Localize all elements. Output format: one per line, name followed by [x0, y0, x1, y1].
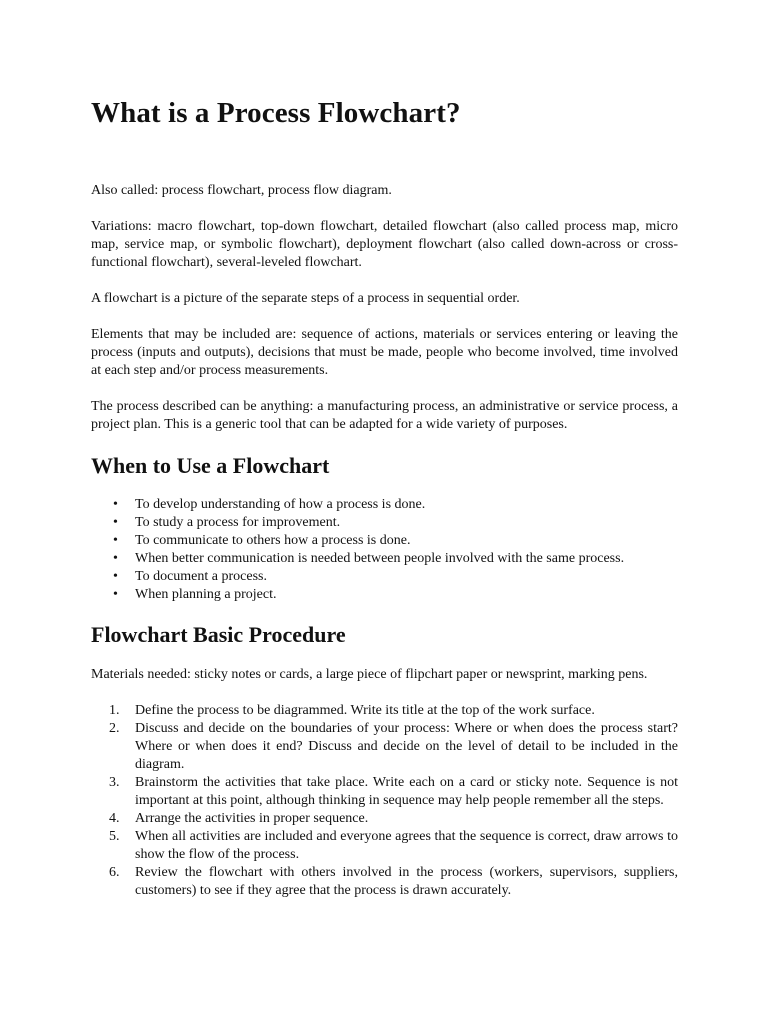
procedure-step	[91, 702, 678, 720]
step-number: 1.	[109, 703, 120, 718]
definition-paragraph: A flowchart is a picture of the separate steps of a process in sequential order.	[91, 291, 520, 306]
list-item	[91, 550, 678, 568]
step-number: 2.	[109, 721, 120, 736]
bullet-glyph: •	[113, 551, 118, 566]
procedure-step	[91, 828, 678, 864]
procedure-step	[91, 774, 678, 810]
also-called-paragraph: Also called: process flowchart, process flow diagram.	[91, 183, 392, 198]
step-text: When all activities are included and everyone agrees that the sequence is correct, draw arrows to show the flow of the process.	[135, 829, 678, 862]
step-text: Define the process to be diagrammed. Write its title at the top of the work surface.	[135, 703, 595, 718]
bullet-glyph: •	[113, 497, 118, 512]
when-to-use-list	[91, 496, 678, 604]
step-number: 3.	[109, 775, 120, 790]
bullet-glyph: •	[113, 533, 118, 548]
procedure-step	[91, 810, 678, 828]
list-item-text: When planning a project.	[135, 587, 277, 602]
bullet-glyph: •	[113, 569, 118, 584]
procedure-steps-list	[91, 702, 678, 900]
list-item-text: To study a process for improvement.	[135, 515, 341, 530]
step-number: 4.	[109, 811, 120, 826]
step-text: Brainstorm the activities that take place. Write each on a card or sticky note. Sequence is not important at this point, although thinking in sequence may help people remember all the steps.	[135, 775, 678, 808]
list-item-text: To develop understanding of how a process is done.	[135, 497, 426, 512]
procedure-step	[91, 864, 678, 900]
list-item	[91, 514, 678, 532]
list-item	[91, 568, 678, 586]
page-title: What is a Process Flowchart?	[91, 97, 461, 129]
list-item	[91, 496, 678, 514]
step-text: Review the flowchart with others involved in the process (workers, supervisors, suppliers, customers) to see if they agree that the process is drawn accurately.	[135, 865, 678, 898]
described-paragraph: The process described can be anything: a manufacturing process, an administrative or service process, a project plan. This is a generic tool that can be adapted for a wide variety of purposes.	[91, 399, 678, 432]
step-number: 5.	[109, 829, 120, 844]
list-item-text: When better communication is needed between people involved with the same process.	[135, 551, 625, 566]
when-to-use-heading: When to Use a Flowchart	[91, 453, 330, 478]
step-text: Discuss and decide on the boundaries of your process: Where or when does the process start? Where or when does it end? Discuss and decide on the level of detail to be included in the diagram.	[135, 721, 678, 772]
variations-paragraph: Variations: macro flowchart, top-down flowchart, detailed flowchart (also called process map, micro map, service map, or symbolic flowchart), deployment flowchart (also called down-across or cross-functional flowchart), several-leveled flowchart.	[91, 219, 678, 270]
list-item	[91, 532, 678, 550]
list-item	[91, 586, 678, 604]
elements-paragraph: Elements that may be included are: sequence of actions, materials or services entering or leaving the process (inputs and outputs), decisions that must be made, people who become involved, time involved at each step and/or process measurements.	[91, 327, 678, 378]
procedure-step	[91, 720, 678, 774]
procedure-heading: Flowchart Basic Procedure	[91, 622, 346, 647]
list-item-text: To document a process.	[135, 569, 267, 584]
step-text: Arrange the activities in proper sequence.	[135, 811, 369, 826]
materials-paragraph: Materials needed: sticky notes or cards, a large piece of flipchart paper or newsprint, marking pens.	[91, 667, 648, 682]
step-number: 6.	[109, 865, 120, 880]
list-item-text: To communicate to others how a process is done.	[135, 533, 411, 548]
bullet-glyph: •	[113, 587, 118, 602]
bullet-glyph: •	[113, 515, 118, 530]
